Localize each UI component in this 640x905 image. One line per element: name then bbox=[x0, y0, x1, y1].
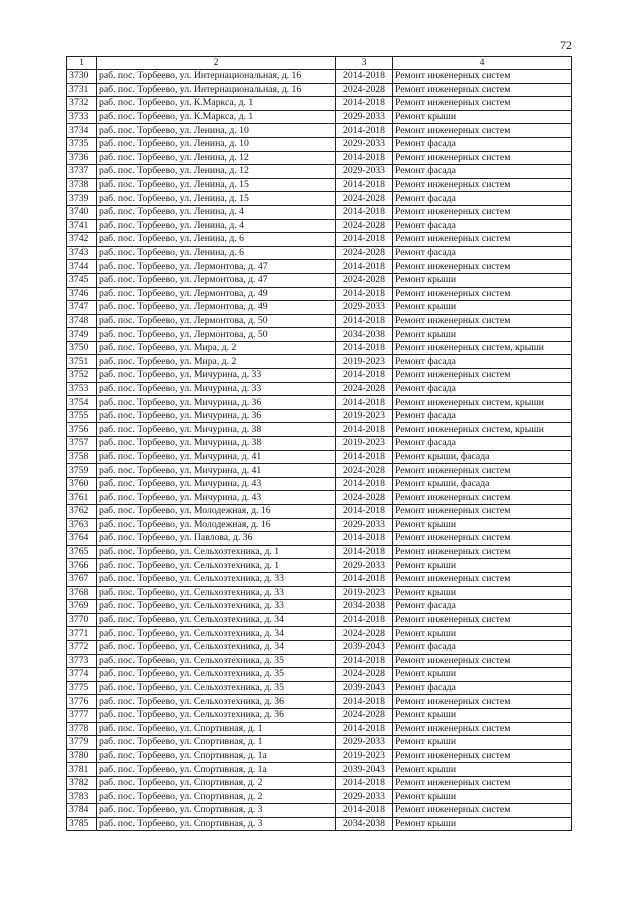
row-number-cell: 3742 bbox=[67, 233, 97, 247]
row-number-cell: 3783 bbox=[67, 790, 97, 804]
period-cell: 2024-2028 bbox=[336, 668, 393, 682]
work-type-cell: Ремонт фасада bbox=[393, 165, 572, 179]
column-header-number: 1 bbox=[67, 57, 97, 70]
row-number-cell: 3746 bbox=[67, 287, 97, 301]
address-cell: раб. пос. Торбеево, ул. Сельхозтехника, д. 33 bbox=[97, 600, 336, 614]
period-cell: 2034-2038 bbox=[336, 328, 393, 342]
period-cell: 2014-2018 bbox=[336, 505, 393, 519]
row-number-cell: 3765 bbox=[67, 545, 97, 559]
table-row bbox=[67, 83, 572, 97]
row-number-cell: 3768 bbox=[67, 586, 97, 600]
work-type-cell: Ремонт фасада bbox=[393, 246, 572, 260]
address-cell: раб. пос. Торбеево, ул. Сельхозтехника, д. 36 bbox=[97, 708, 336, 722]
row-number-cell: 3772 bbox=[67, 640, 97, 654]
work-type-cell: Ремонт инженерных систем, крыши bbox=[393, 341, 572, 355]
period-cell: 2039-2043 bbox=[336, 681, 393, 695]
table-row bbox=[67, 273, 572, 287]
period-cell: 2029-2033 bbox=[336, 137, 393, 151]
period-cell: 2029-2033 bbox=[336, 790, 393, 804]
work-type-cell: Ремонт инженерных систем bbox=[393, 260, 572, 274]
address-cell: раб. пос. Торбеево, ул. Интернациональная, д. 16 bbox=[97, 70, 336, 84]
period-cell: 2014-2018 bbox=[336, 124, 393, 138]
row-number-cell: 3747 bbox=[67, 301, 97, 315]
row-number-cell: 3750 bbox=[67, 341, 97, 355]
work-type-cell: Ремонт инженерных систем bbox=[393, 532, 572, 546]
address-cell: раб. пос. Торбеево, ул. Мичурина, д. 36 bbox=[97, 396, 336, 410]
period-cell: 2014-2018 bbox=[336, 804, 393, 818]
work-type-cell: Ремонт инженерных систем bbox=[393, 491, 572, 505]
address-cell: раб. пос. Торбеево, ул. Ленина, д. 15 bbox=[97, 192, 336, 206]
work-type-cell: Ремонт инженерных систем bbox=[393, 722, 572, 736]
work-type-cell: Ремонт инженерных систем bbox=[393, 654, 572, 668]
row-number-cell: 3741 bbox=[67, 219, 97, 233]
address-cell: раб. пос. Торбеево, ул. Мичурина, д. 36 bbox=[97, 409, 336, 423]
work-type-cell: Ремонт фасада bbox=[393, 219, 572, 233]
work-type-cell: Ремонт крыши bbox=[393, 708, 572, 722]
period-cell: 2024-2028 bbox=[336, 246, 393, 260]
period-cell: 2019-2023 bbox=[336, 409, 393, 423]
work-type-cell: Ремонт инженерных систем bbox=[393, 124, 572, 138]
period-cell: 2029-2033 bbox=[336, 165, 393, 179]
row-number-cell: 3759 bbox=[67, 464, 97, 478]
address-cell: раб. пос. Торбеево, ул. Лермонтова, д. 49 bbox=[97, 287, 336, 301]
period-cell: 2014-2018 bbox=[336, 722, 393, 736]
work-type-cell: Ремонт крыши bbox=[393, 627, 572, 641]
row-number-cell: 3737 bbox=[67, 165, 97, 179]
period-cell: 2014-2018 bbox=[336, 572, 393, 586]
row-number-cell: 3761 bbox=[67, 491, 97, 505]
row-number-cell: 3732 bbox=[67, 97, 97, 111]
row-number-cell: 3778 bbox=[67, 722, 97, 736]
work-type-cell: Ремонт инженерных систем bbox=[393, 83, 572, 97]
row-number-cell: 3745 bbox=[67, 273, 97, 287]
work-type-cell: Ремонт фасада bbox=[393, 137, 572, 151]
row-number-cell: 3775 bbox=[67, 681, 97, 695]
row-number-cell: 3736 bbox=[67, 151, 97, 165]
row-number-cell: 3751 bbox=[67, 355, 97, 369]
work-type-cell: Ремонт инженерных систем bbox=[393, 804, 572, 818]
row-number-cell: 3748 bbox=[67, 314, 97, 328]
address-cell: раб. пос. Торбеево, ул. Павлова, д. 36 bbox=[97, 532, 336, 546]
table-row bbox=[67, 409, 572, 423]
table-row bbox=[67, 572, 572, 586]
address-cell: раб. пос. Торбеево, ул. Ленина, д. 6 bbox=[97, 233, 336, 247]
period-cell: 2024-2028 bbox=[336, 219, 393, 233]
work-type-cell: Ремонт инженерных систем bbox=[393, 178, 572, 192]
period-cell: 2014-2018 bbox=[336, 654, 393, 668]
work-type-cell: Ремонт инженерных систем bbox=[393, 464, 572, 478]
table-row bbox=[67, 110, 572, 124]
table-row bbox=[67, 369, 572, 383]
period-cell: 2014-2018 bbox=[336, 396, 393, 410]
row-number-cell: 3784 bbox=[67, 804, 97, 818]
table-row bbox=[67, 301, 572, 315]
period-cell: 2024-2028 bbox=[336, 83, 393, 97]
table-row bbox=[67, 559, 572, 573]
work-type-cell: Ремонт инженерных систем bbox=[393, 572, 572, 586]
period-cell: 2014-2018 bbox=[336, 205, 393, 219]
work-type-cell: Ремонт фасада bbox=[393, 681, 572, 695]
row-number-cell: 3730 bbox=[67, 70, 97, 84]
address-cell: раб. пос. Торбеево, ул. Сельхозтехника, д. 33 bbox=[97, 586, 336, 600]
table-row bbox=[67, 668, 572, 682]
period-cell: 2014-2018 bbox=[336, 97, 393, 111]
work-type-cell: Ремонт фасада bbox=[393, 192, 572, 206]
table-row bbox=[67, 437, 572, 451]
column-header-period: 3 bbox=[336, 57, 393, 70]
work-type-cell: Ремонт инженерных систем bbox=[393, 151, 572, 165]
address-cell: раб. пос. Торбеево, ул. Ленина, д. 15 bbox=[97, 178, 336, 192]
address-cell: раб. пос. Торбеево, ул. Лермонтова, д. 49 bbox=[97, 301, 336, 315]
work-type-cell: Ремонт фасада bbox=[393, 382, 572, 396]
period-cell: 2024-2028 bbox=[336, 491, 393, 505]
work-type-cell: Ремонт инженерных систем bbox=[393, 369, 572, 383]
table-row bbox=[67, 328, 572, 342]
table-row bbox=[67, 627, 572, 641]
period-cell: 2014-2018 bbox=[336, 776, 393, 790]
page-number: 72 bbox=[560, 38, 572, 52]
row-number-cell: 3753 bbox=[67, 382, 97, 396]
period-cell: 2014-2018 bbox=[336, 532, 393, 546]
table-row bbox=[67, 260, 572, 274]
period-cell: 2014-2018 bbox=[336, 450, 393, 464]
work-type-cell: Ремонт фасада bbox=[393, 640, 572, 654]
table-row bbox=[67, 396, 572, 410]
period-cell: 2039-2043 bbox=[336, 763, 393, 777]
work-type-cell: Ремонт инженерных систем bbox=[393, 776, 572, 790]
address-cell: раб. пос. Торбеево, ул. К.Маркса, д. 1 bbox=[97, 97, 336, 111]
address-cell: раб. пос. Торбеево, ул. Сельхозтехника, д. 36 bbox=[97, 695, 336, 709]
address-cell: раб. пос. Торбеево, ул. Спортивная, д. 3 bbox=[97, 804, 336, 818]
address-cell: раб. пос. Торбеево, ул. Мира, д. 2 bbox=[97, 355, 336, 369]
period-cell: 2014-2018 bbox=[336, 613, 393, 627]
period-cell: 2034-2038 bbox=[336, 600, 393, 614]
period-cell: 2024-2028 bbox=[336, 382, 393, 396]
row-number-cell: 3733 bbox=[67, 110, 97, 124]
row-number-cell: 3774 bbox=[67, 668, 97, 682]
period-cell: 2014-2018 bbox=[336, 70, 393, 84]
address-cell: раб. пос. Торбеево, ул. Мичурина, д. 43 bbox=[97, 477, 336, 491]
address-cell: раб. пос. Торбеево, ул. Мичурина, д. 43 bbox=[97, 491, 336, 505]
period-cell: 2014-2018 bbox=[336, 369, 393, 383]
period-cell: 2014-2018 bbox=[336, 695, 393, 709]
address-cell: раб. пос. Торбеево, ул. Сельхозтехника, д. 1 bbox=[97, 559, 336, 573]
work-type-cell: Ремонт крыши bbox=[393, 110, 572, 124]
table-body bbox=[67, 70, 572, 831]
row-number-cell: 3731 bbox=[67, 83, 97, 97]
row-number-cell: 3763 bbox=[67, 518, 97, 532]
address-cell: раб. пос. Торбеево, ул. Спортивная, д. 2 bbox=[97, 790, 336, 804]
work-type-cell: Ремонт инженерных систем bbox=[393, 205, 572, 219]
period-cell: 2019-2023 bbox=[336, 586, 393, 600]
header-row bbox=[67, 57, 572, 70]
row-number-cell: 3785 bbox=[67, 817, 97, 831]
address-cell: раб. пос. Торбеево, ул. Ленина, д. 10 bbox=[97, 124, 336, 138]
work-type-cell: Ремонт крыши, фасада bbox=[393, 477, 572, 491]
period-cell: 2029-2033 bbox=[336, 559, 393, 573]
work-type-cell: Ремонт фасада bbox=[393, 600, 572, 614]
period-cell: 2024-2028 bbox=[336, 708, 393, 722]
address-cell: раб. пос. Торбеево, ул. Молодежная, д. 16 bbox=[97, 518, 336, 532]
table-row bbox=[67, 532, 572, 546]
address-cell: раб. пос. Торбеево, ул. Сельхозтехника, д. 33 bbox=[97, 572, 336, 586]
table-row bbox=[67, 613, 572, 627]
work-type-cell: Ремонт инженерных систем bbox=[393, 695, 572, 709]
table-row bbox=[67, 586, 572, 600]
period-cell: 2024-2028 bbox=[336, 464, 393, 478]
row-number-cell: 3755 bbox=[67, 409, 97, 423]
row-number-cell: 3758 bbox=[67, 450, 97, 464]
work-type-cell: Ремонт фасада bbox=[393, 409, 572, 423]
work-type-cell: Ремонт инженерных систем bbox=[393, 287, 572, 301]
period-cell: 2024-2028 bbox=[336, 627, 393, 641]
work-type-cell: Ремонт крыши bbox=[393, 586, 572, 600]
table-row bbox=[67, 287, 572, 301]
address-cell: раб. пос. Торбеево, ул. Лермонтова, д. 50 bbox=[97, 314, 336, 328]
row-number-cell: 3776 bbox=[67, 695, 97, 709]
row-number-cell: 3766 bbox=[67, 559, 97, 573]
address-cell: раб. пос. Торбеево, ул. Мира, д. 2 bbox=[97, 341, 336, 355]
row-number-cell: 3769 bbox=[67, 600, 97, 614]
work-type-cell: Ремонт фасада bbox=[393, 437, 572, 451]
row-number-cell: 3779 bbox=[67, 736, 97, 750]
work-type-cell: Ремонт крыши bbox=[393, 328, 572, 342]
address-cell: раб. пос. Торбеево, ул. К.Маркса, д. 1 bbox=[97, 110, 336, 124]
table-row bbox=[67, 355, 572, 369]
period-cell: 2019-2023 bbox=[336, 749, 393, 763]
period-cell: 2019-2023 bbox=[336, 437, 393, 451]
table-row bbox=[67, 137, 572, 151]
work-type-cell: Ремонт инженерных систем bbox=[393, 749, 572, 763]
table-row bbox=[67, 151, 572, 165]
work-type-cell: Ремонт инженерных систем, крыши bbox=[393, 423, 572, 437]
table-row bbox=[67, 314, 572, 328]
table-row bbox=[67, 654, 572, 668]
period-cell: 2014-2018 bbox=[336, 260, 393, 274]
period-cell: 2029-2033 bbox=[336, 301, 393, 315]
address-cell: раб. пос. Торбеево, ул. Спортивная, д. 3 bbox=[97, 817, 336, 831]
address-cell: раб. пос. Торбеево, ул. Сельхозтехника, д. 34 bbox=[97, 627, 336, 641]
column-header-address: 2 bbox=[97, 57, 336, 70]
period-cell: 2014-2018 bbox=[336, 477, 393, 491]
address-cell: раб. пос. Торбеево, ул. Ленина, д. 6 bbox=[97, 246, 336, 260]
address-cell: раб. пос. Торбеево, ул. Спортивная, д. 2 bbox=[97, 776, 336, 790]
period-cell: 2014-2018 bbox=[336, 545, 393, 559]
row-number-cell: 3770 bbox=[67, 613, 97, 627]
row-number-cell: 3740 bbox=[67, 205, 97, 219]
address-cell: раб. пос. Торбеево, ул. Спортивная, д. 1а bbox=[97, 763, 336, 777]
work-type-cell: Ремонт крыши bbox=[393, 668, 572, 682]
table-row bbox=[67, 246, 572, 260]
work-type-cell: Ремонт инженерных систем bbox=[393, 505, 572, 519]
address-cell: раб. пос. Торбеево, ул. Мичурина, д. 38 bbox=[97, 423, 336, 437]
work-type-cell: Ремонт крыши bbox=[393, 559, 572, 573]
work-type-cell: Ремонт крыши, фасада bbox=[393, 450, 572, 464]
period-cell: 2014-2018 bbox=[336, 233, 393, 247]
table-row bbox=[67, 382, 572, 396]
address-cell: раб. пос. Торбеево, ул. Ленина, д. 12 bbox=[97, 165, 336, 179]
work-type-cell: Ремонт крыши bbox=[393, 273, 572, 287]
address-cell: раб. пос. Торбеево, ул. Сельхозтехника, д. 34 bbox=[97, 640, 336, 654]
address-cell: раб. пос. Торбеево, ул. Молодежная, д. 16 bbox=[97, 505, 336, 519]
address-cell: раб. пос. Торбеево, ул. Ленина, д. 4 bbox=[97, 205, 336, 219]
work-type-cell: Ремонт инженерных систем bbox=[393, 233, 572, 247]
table-row bbox=[67, 97, 572, 111]
address-cell: раб. пос. Торбеево, ул. Ленина, д. 10 bbox=[97, 137, 336, 151]
work-type-cell: Ремонт фасада bbox=[393, 355, 572, 369]
address-cell: раб. пос. Торбеево, ул. Лермонтова, д. 50 bbox=[97, 328, 336, 342]
table-row bbox=[67, 178, 572, 192]
row-number-cell: 3773 bbox=[67, 654, 97, 668]
table-row bbox=[67, 749, 572, 763]
work-type-cell: Ремонт инженерных систем bbox=[393, 97, 572, 111]
row-number-cell: 3777 bbox=[67, 708, 97, 722]
period-cell: 2014-2018 bbox=[336, 314, 393, 328]
address-cell: раб. пос. Торбеево, ул. Мичурина, д. 33 bbox=[97, 382, 336, 396]
table-row bbox=[67, 681, 572, 695]
address-cell: раб. пос. Торбеево, ул. Мичурина, д. 38 bbox=[97, 437, 336, 451]
table-row bbox=[67, 545, 572, 559]
address-cell: раб. пос. Торбеево, ул. Спортивная, д. 1 bbox=[97, 722, 336, 736]
address-cell: раб. пос. Торбеево, ул. Мичурина, д. 33 bbox=[97, 369, 336, 383]
column-header-work-type: 4 bbox=[393, 57, 572, 70]
row-number-cell: 3760 bbox=[67, 477, 97, 491]
table-row bbox=[67, 763, 572, 777]
address-cell: раб. пос. Торбеево, ул. Интернациональная, д. 16 bbox=[97, 83, 336, 97]
table-row bbox=[67, 518, 572, 532]
table-row bbox=[67, 790, 572, 804]
row-number-cell: 3780 bbox=[67, 749, 97, 763]
address-cell: раб. пос. Торбеево, ул. Ленина, д. 12 bbox=[97, 151, 336, 165]
period-cell: 2024-2028 bbox=[336, 192, 393, 206]
address-cell: раб. пос. Торбеево, ул. Спортивная, д. 1а bbox=[97, 749, 336, 763]
address-cell: раб. пос. Торбеево, ул. Сельхозтехника, д. 1 bbox=[97, 545, 336, 559]
row-number-cell: 3734 bbox=[67, 124, 97, 138]
work-type-cell: Ремонт крыши bbox=[393, 790, 572, 804]
period-cell: 2014-2018 bbox=[336, 151, 393, 165]
work-type-cell: Ремонт крыши bbox=[393, 736, 572, 750]
work-type-cell: Ремонт крыши bbox=[393, 817, 572, 831]
row-number-cell: 3743 bbox=[67, 246, 97, 260]
address-cell: раб. пос. Торбеево, ул. Сельхозтехника, д. 35 bbox=[97, 681, 336, 695]
row-number-cell: 3757 bbox=[67, 437, 97, 451]
work-type-cell: Ремонт инженерных систем bbox=[393, 314, 572, 328]
row-number-cell: 3781 bbox=[67, 763, 97, 777]
table-row bbox=[67, 464, 572, 478]
table-row bbox=[67, 219, 572, 233]
registry-table bbox=[66, 56, 572, 831]
table-row bbox=[67, 600, 572, 614]
address-cell: раб. пос. Торбеево, ул. Мичурина, д. 41 bbox=[97, 450, 336, 464]
address-cell: раб. пос. Торбеево, ул. Спортивная, д. 1 bbox=[97, 736, 336, 750]
work-type-cell: Ремонт инженерных систем bbox=[393, 613, 572, 627]
table-row bbox=[67, 70, 572, 84]
period-cell: 2029-2033 bbox=[336, 110, 393, 124]
period-cell: 2014-2018 bbox=[336, 341, 393, 355]
row-number-cell: 3771 bbox=[67, 627, 97, 641]
row-number-cell: 3756 bbox=[67, 423, 97, 437]
period-cell: 2034-2038 bbox=[336, 817, 393, 831]
period-cell: 2039-2043 bbox=[336, 640, 393, 654]
table-row bbox=[67, 341, 572, 355]
row-number-cell: 3764 bbox=[67, 532, 97, 546]
period-cell: 2029-2033 bbox=[336, 736, 393, 750]
row-number-cell: 3767 bbox=[67, 572, 97, 586]
period-cell: 2014-2018 bbox=[336, 423, 393, 437]
table-row bbox=[67, 423, 572, 437]
work-type-cell: Ремонт инженерных систем, крыши bbox=[393, 396, 572, 410]
work-type-cell: Ремонт крыши bbox=[393, 518, 572, 532]
row-number-cell: 3738 bbox=[67, 178, 97, 192]
table-row bbox=[67, 817, 572, 831]
work-type-cell: Ремонт инженерных систем bbox=[393, 70, 572, 84]
period-cell: 2014-2018 bbox=[336, 287, 393, 301]
table-row bbox=[67, 708, 572, 722]
row-number-cell: 3754 bbox=[67, 396, 97, 410]
period-cell: 2019-2023 bbox=[336, 355, 393, 369]
table-row bbox=[67, 804, 572, 818]
period-cell: 2029-2033 bbox=[336, 518, 393, 532]
table-row bbox=[67, 722, 572, 736]
address-cell: раб. пос. Торбеево, ул. Сельхозтехника, д. 35 bbox=[97, 654, 336, 668]
work-type-cell: Ремонт крыши bbox=[393, 763, 572, 777]
address-cell: раб. пос. Торбеево, ул. Сельхозтехника, д. 35 bbox=[97, 668, 336, 682]
table-row bbox=[67, 192, 572, 206]
address-cell: раб. пос. Торбеево, ул. Сельхозтехника, д. 34 bbox=[97, 613, 336, 627]
table-row bbox=[67, 640, 572, 654]
row-number-cell: 3782 bbox=[67, 776, 97, 790]
table-row bbox=[67, 736, 572, 750]
address-cell: раб. пос. Торбеево, ул. Ленина, д. 4 bbox=[97, 219, 336, 233]
table-row bbox=[67, 124, 572, 138]
address-cell: раб. пос. Торбеево, ул. Лермонтова, д. 47 bbox=[97, 260, 336, 274]
row-number-cell: 3749 bbox=[67, 328, 97, 342]
address-cell: раб. пос. Торбеево, ул. Мичурина, д. 41 bbox=[97, 464, 336, 478]
table-row bbox=[67, 165, 572, 179]
row-number-cell: 3735 bbox=[67, 137, 97, 151]
table-row bbox=[67, 695, 572, 709]
period-cell: 2024-2028 bbox=[336, 273, 393, 287]
table-row bbox=[67, 491, 572, 505]
work-type-cell: Ремонт инженерных систем bbox=[393, 545, 572, 559]
row-number-cell: 3744 bbox=[67, 260, 97, 274]
table-row bbox=[67, 205, 572, 219]
address-cell: раб. пос. Торбеево, ул. Лермонтова, д. 47 bbox=[97, 273, 336, 287]
row-number-cell: 3752 bbox=[67, 369, 97, 383]
table-row bbox=[67, 233, 572, 247]
row-number-cell: 3762 bbox=[67, 505, 97, 519]
table-row bbox=[67, 505, 572, 519]
table-row bbox=[67, 477, 572, 491]
period-cell: 2014-2018 bbox=[336, 178, 393, 192]
work-type-cell: Ремонт крыши bbox=[393, 301, 572, 315]
row-number-cell: 3739 bbox=[67, 192, 97, 206]
table-row bbox=[67, 776, 572, 790]
table-row bbox=[67, 450, 572, 464]
